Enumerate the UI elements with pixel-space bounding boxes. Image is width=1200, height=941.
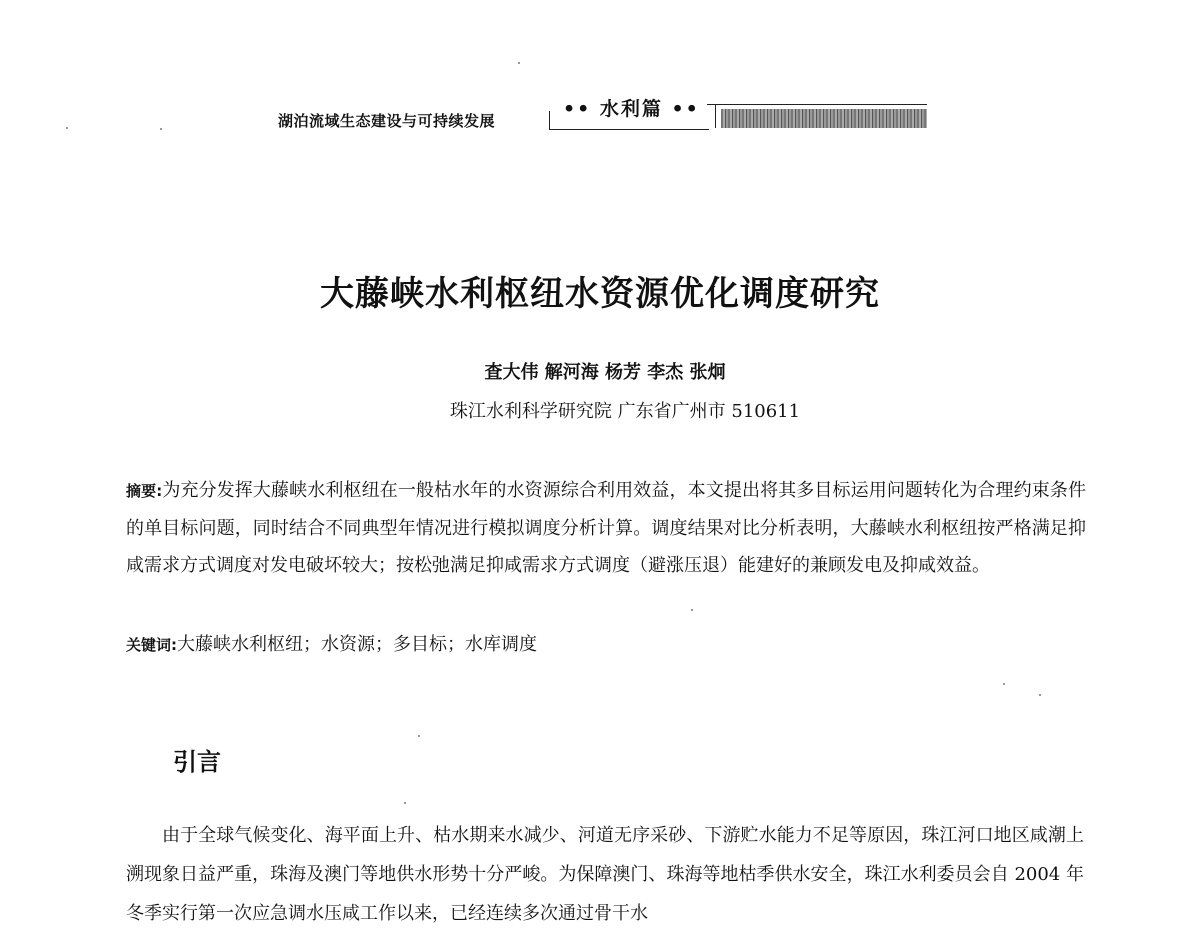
keywords xyxy=(126,626,1086,664)
running-header-journal: 湖泊流域生态建设与可持续发展 xyxy=(278,112,496,130)
running-header-section: •• 水利篇 •• xyxy=(563,98,700,120)
header-decorative-band xyxy=(721,109,927,128)
header-rule-left xyxy=(549,111,562,130)
header-rule-right xyxy=(707,104,716,128)
section-heading: 引言 xyxy=(173,748,221,776)
scan-speck xyxy=(518,62,520,64)
keywords-text: 大藤峡水利枢纽；水资源；多目标；水库调度 xyxy=(177,634,537,655)
header-rule-top xyxy=(707,104,927,105)
scan-speck xyxy=(1039,694,1041,696)
paper-title: 大藤峡水利枢纽水资源优化调度研究 xyxy=(320,274,880,314)
body-paragraph: 由于全球气候变化、海平面上升、枯水期来水减少、河道无序采砂、下游贮水能力不足等原因，珠江河口地区咸潮上溯现象日益严重，珠海及澳门等地供水形势十分严峻。为保障澳门、珠海等地枯季供水安全，珠江水利委员会自 2004 年冬季实行第一次应急调水压咸工作以来，已经连续多次通过骨干水 xyxy=(126,825,1084,924)
abstract xyxy=(126,472,1086,584)
scan-speck xyxy=(691,609,693,611)
abstract-text: 为充分发挥大藤峡水利枢纽在一般枯水年的水资源综合利用效益，本文提出将其多目标运用问题转化为合理约束条件的单目标问题，同时结合不同典型年情况进行模拟调度分析计算。调度结果对比分析表明，大藤峡水利枢纽按严格满足抑咸需求方式调度对发电破坏较大；按松弛满足抑咸需求方式调度（避涨压退）能建好的兼顾发电及抑咸效益。 xyxy=(126,480,1087,576)
scan-speck xyxy=(160,128,162,130)
scan-speck xyxy=(418,735,420,737)
paper-affiliation: 珠江水利科学研究院 广东省广州市 510611 xyxy=(449,401,801,422)
keywords-label: 关键词: xyxy=(126,636,177,654)
abstract-label: 摘要: xyxy=(126,482,163,500)
paper-authors: 査大伟 解河海 杨芳 李杰 张炯 xyxy=(484,362,726,383)
scan-speck xyxy=(1003,683,1005,685)
scan-speck xyxy=(66,127,68,129)
header-rule-bottom xyxy=(549,129,709,130)
scan-speck xyxy=(404,802,406,804)
